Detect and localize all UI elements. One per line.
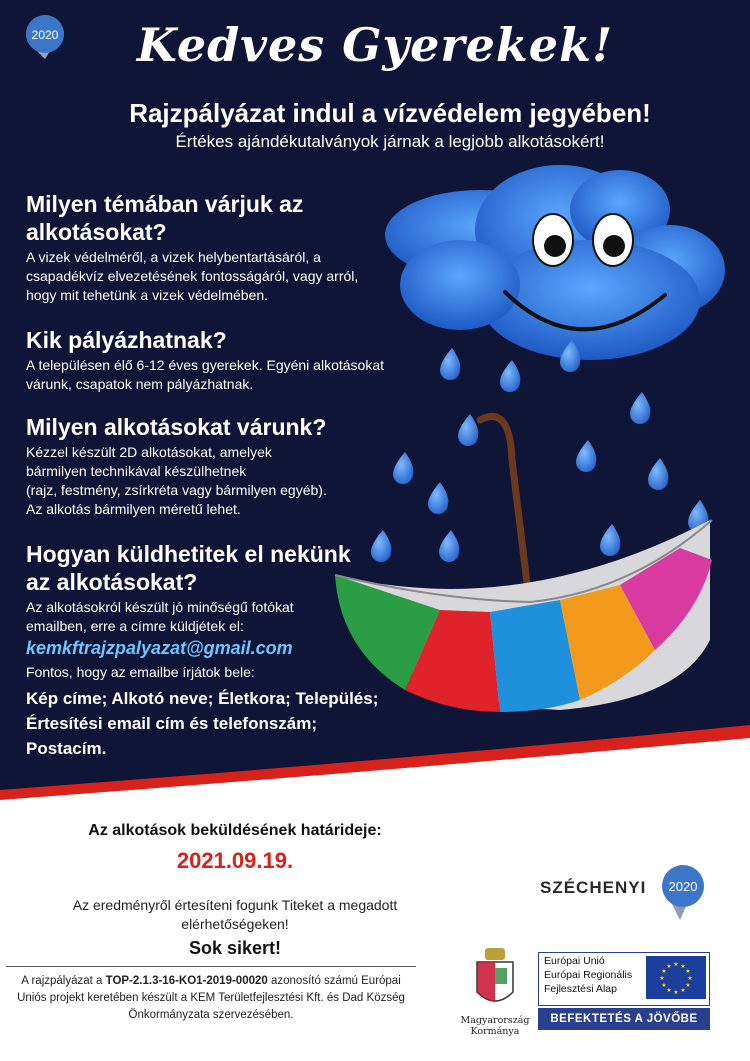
szechenyi-year: 2020: [668, 879, 698, 894]
contact-note: Fontos, hogy az emailbe írjátok bele:: [26, 664, 255, 680]
eu-motto-bar: BEFEKTETÉS A JÖVŐBE: [538, 1008, 710, 1030]
section-how-body: Az alkotásokról készült jó minőségű fotókat emailben, erre a címre küldjétek el:: [26, 599, 294, 634]
szechenyi-pin-icon: [658, 862, 708, 922]
svg-text:★: ★: [687, 975, 693, 982]
project-footer: [6, 966, 416, 1061]
result-note: Az eredményről értesíteni fogunk Titeket a megadott elérhetőségeken!: [72, 897, 398, 932]
svg-text:★: ★: [661, 968, 667, 975]
section-what-line: Kézzel készült 2D alkotásokat, amelyek: [26, 444, 272, 460]
eu-line1: Európai Unió: [544, 955, 605, 967]
svg-text:★: ★: [659, 975, 665, 982]
required-fields: Kép címe; Alkotó neve; Életkora; Település; Értesítési email cím és telefonszám; Postacím.: [26, 689, 379, 758]
government-line1: Magyarország: [460, 1015, 530, 1026]
closing-message: Sok sikert!: [188, 938, 282, 958]
svg-text:★: ★: [685, 968, 691, 975]
section-who-heading: Kik pályázhatnak?: [26, 327, 227, 353]
szechenyi-logo-text: SZÉCHENYI: [540, 878, 647, 897]
svg-text:★: ★: [661, 982, 667, 989]
red-wave-divider: [0, 720, 750, 820]
svg-text:★: ★: [673, 989, 679, 996]
eu-flag-icon: [646, 956, 706, 999]
hungarian-coat-of-arms-icon: [455, 944, 535, 1054]
poster-tagline: Értékes ajándékutalványok járnak a legjobb alkotásokért!: [175, 132, 605, 151]
svg-text:★: ★: [680, 963, 686, 970]
deadline-date: 2021.09.19.: [176, 848, 294, 873]
section-who-body: A településen élő 6-12 éves gyerekek. Egyéni alkotásokat várunk, csapatok nem pályázhatnak.: [26, 357, 385, 392]
footer-text-after: azonosító számú Európai Uniós projekt keretében készült a KEM Területfejlesztési Kft. és Dad Község Önkormányzata szervezésében.: [17, 975, 405, 1021]
section-theme-body: A vizek védelméről, a vizek helybentartásáról, a csapadékvíz elvezetésének fontosságáról, vagy arról, hogy mit tehetünk a vizek védelmében.: [26, 249, 359, 303]
svg-text:★: ★: [685, 982, 691, 989]
eu-line2: Európai Regionális: [544, 969, 633, 981]
colorful-umbrella-icon: [335, 416, 712, 712]
section-how-heading: Hogyan küldhetitek el nekünk az alkotásokat?: [26, 541, 351, 595]
section-what-line: bármilyen technikával készülhetnek: [26, 463, 247, 479]
raindrop-icons: [371, 340, 708, 562]
eu-logo-text: [544, 954, 632, 996]
government-line2: Kormánya: [470, 1026, 520, 1037]
footer-project-id: TOP-2.1.3-16-KO1-2019-00020: [105, 975, 268, 987]
section-what-line: Az alkotás bármilyen méretű lehet.: [26, 501, 241, 517]
svg-text:★: ★: [666, 963, 672, 970]
poster-subtitle: Rajzpályázat indul a vízvédelem jegyében!: [129, 98, 651, 128]
section-what-heading: Milyen alkotásokat várunk?: [26, 414, 327, 440]
contact-email-link[interactable]: kemkftrajzpalyazat@gmail.com: [26, 638, 293, 658]
deadline-label: Az alkotások beküldésének határideje:: [88, 822, 382, 839]
smiling-cloud-icon: [385, 165, 725, 360]
svg-text:★: ★: [666, 987, 672, 994]
svg-text:★: ★: [673, 961, 679, 968]
section-theme-heading: Milyen témában várjuk az alkotásokat?: [26, 191, 304, 245]
svg-text:★: ★: [680, 987, 686, 994]
section-what-line: (rajz, festmény, zsírkréta vagy bármilyen egyéb).: [26, 482, 327, 498]
footer-text-before: A rajzpályázat a: [21, 975, 106, 987]
badge-year: 2020: [31, 28, 59, 42]
eu-line3: Fejlesztési Alap: [544, 983, 617, 995]
government-logo-text: [440, 1015, 550, 1037]
poster-title: Kedves Gyerekek!: [136, 18, 614, 72]
